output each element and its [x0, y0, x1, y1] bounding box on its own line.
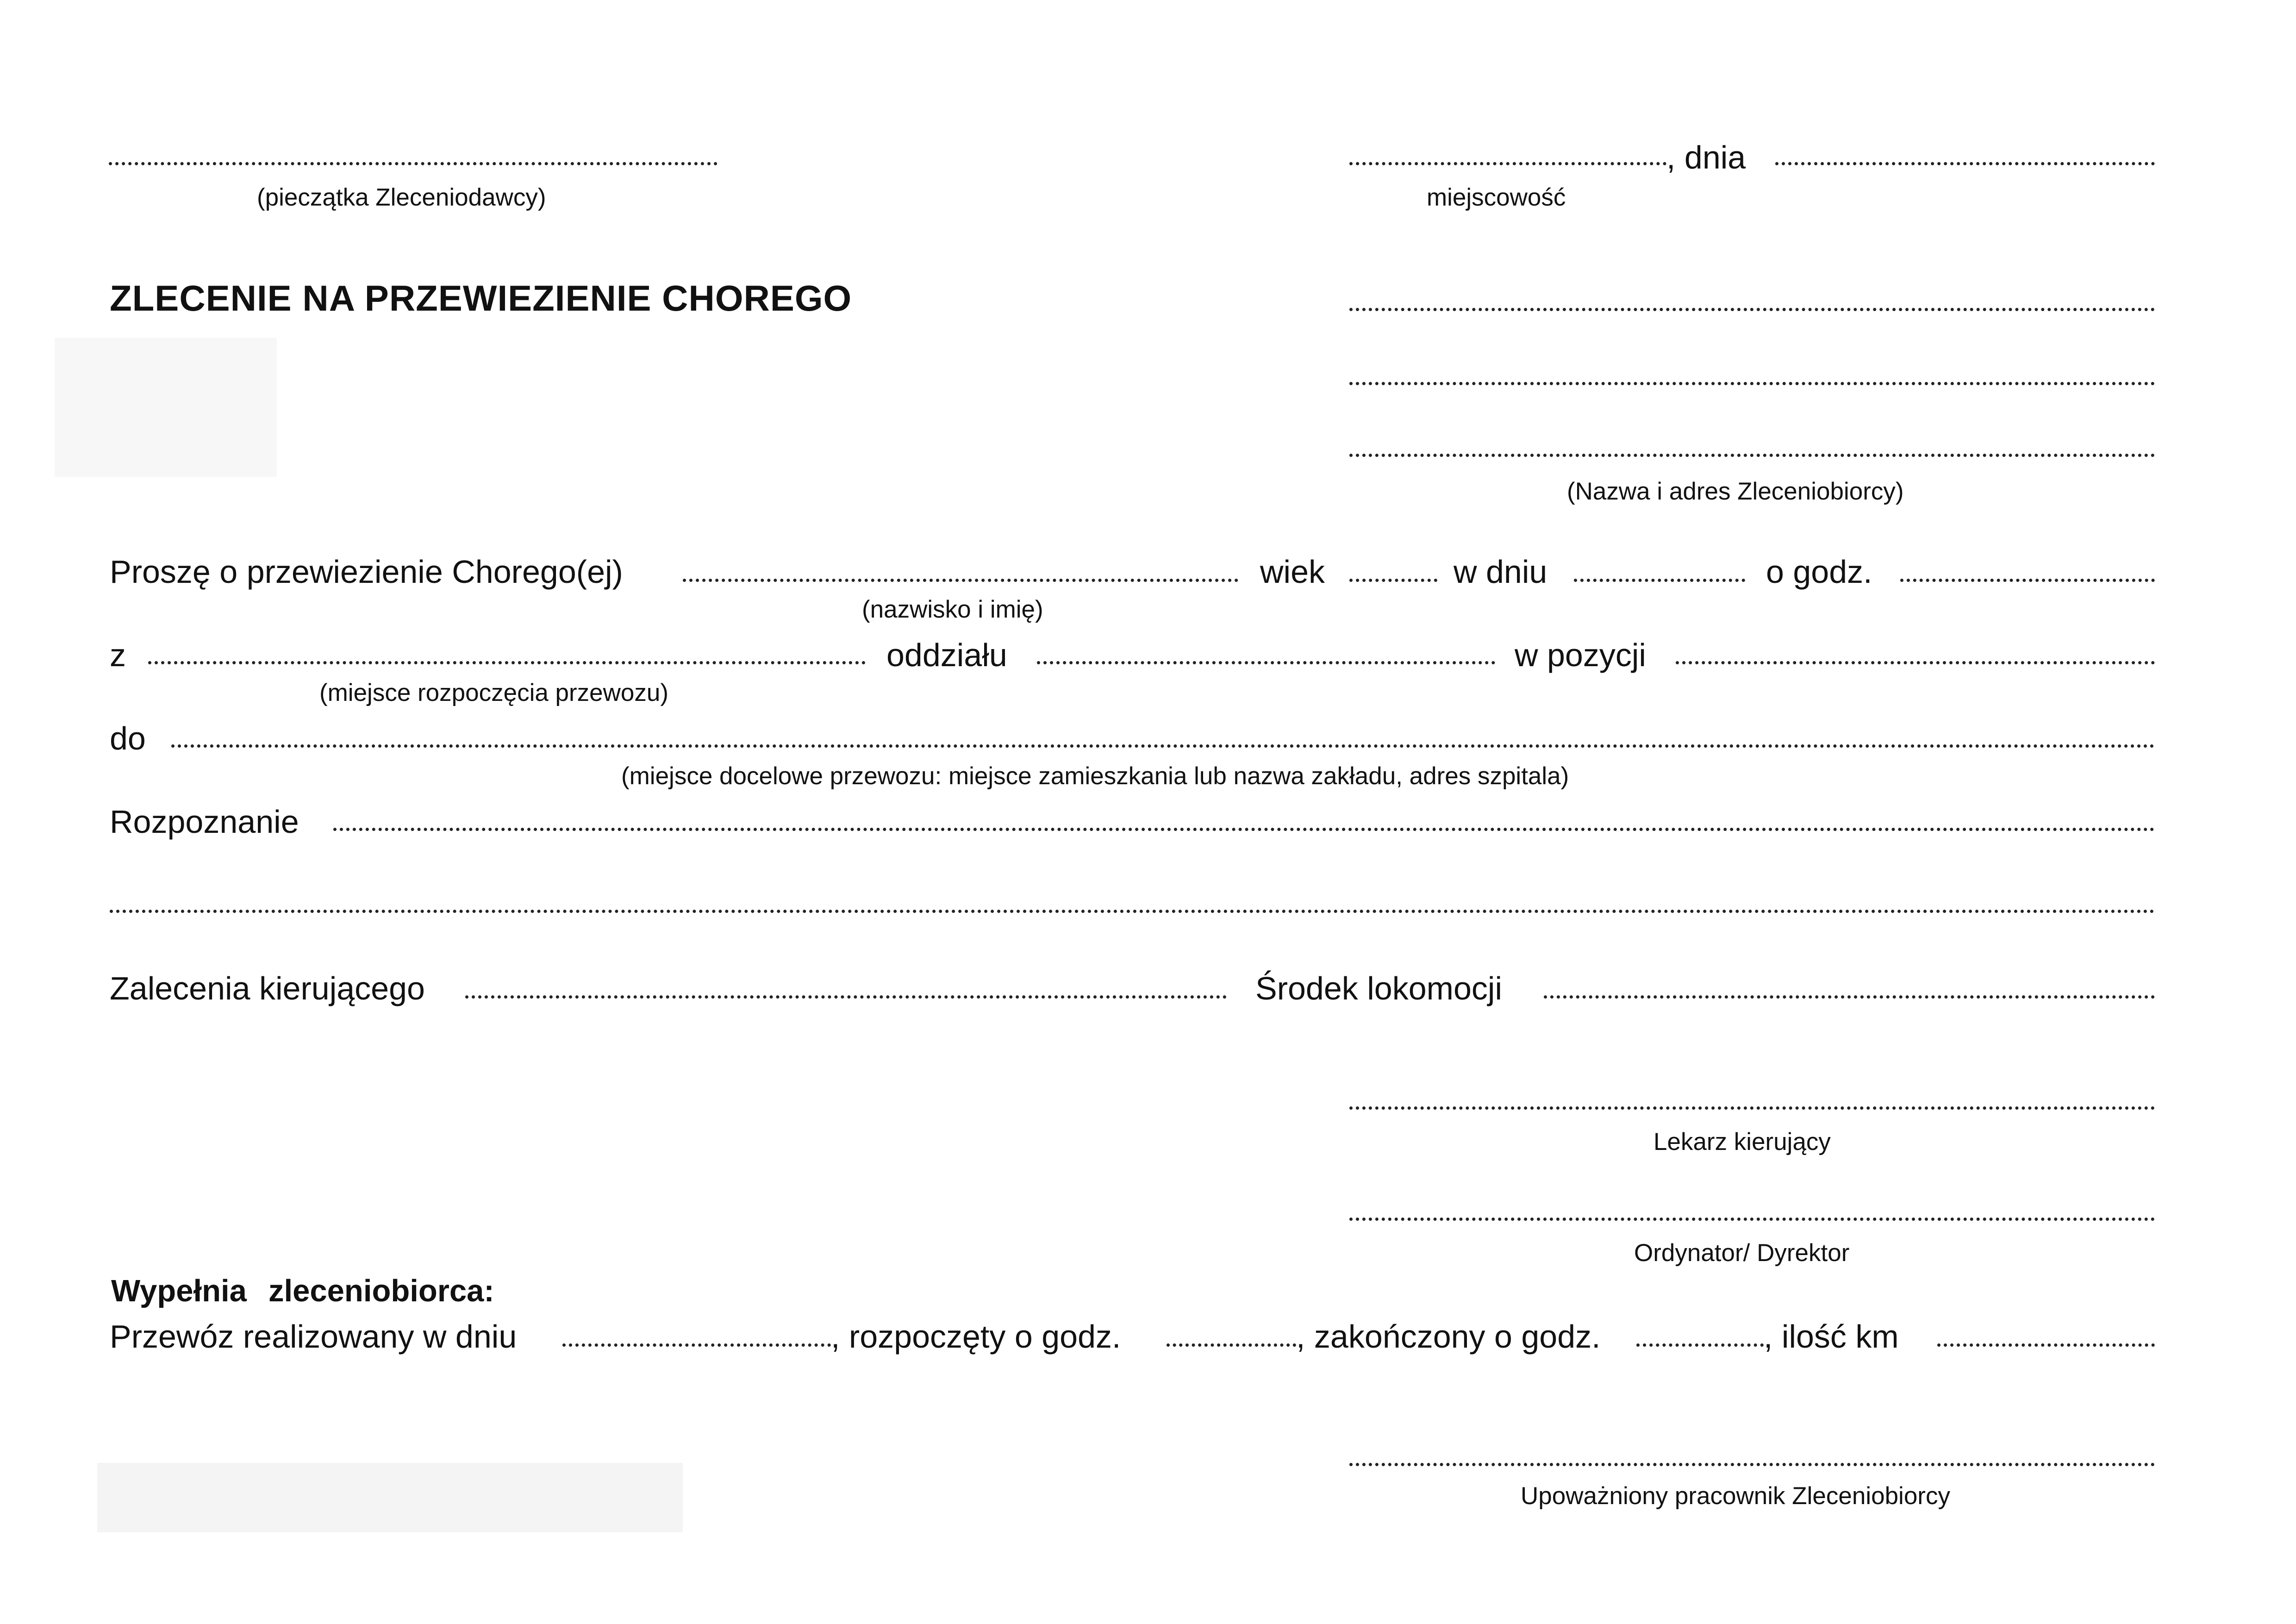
started-label: , rozpoczęty o godz. — [831, 1318, 1121, 1355]
destination-caption: (miejsce docelowe przewozu: miejsce zamieszkania lub nazwa zakładu, adres szpitala) — [621, 762, 1569, 790]
from-field[interactable] — [148, 661, 866, 664]
hour-label: o godz. — [1766, 554, 1872, 590]
carried-out-day-field[interactable] — [562, 1343, 831, 1347]
employee-caption: Upoważniony pracownik Zleceniobiorcy — [1521, 1482, 1950, 1510]
ward-label: oddziału — [886, 637, 1007, 673]
ended-label: , zakończony o godz. — [1296, 1318, 1601, 1355]
doctor-signature-field[interactable] — [1349, 1106, 2155, 1110]
km-label: , ilość km — [1764, 1318, 1899, 1355]
employee-signature-field[interactable] — [1349, 1463, 2155, 1466]
started-hour-field[interactable] — [1167, 1343, 1296, 1347]
date-field[interactable] — [1775, 162, 2155, 165]
dnia-label: , dnia — [1666, 139, 1746, 175]
day-field[interactable] — [1574, 579, 1745, 582]
age-label: wiek — [1260, 554, 1325, 590]
stamp-field[interactable] — [109, 162, 718, 165]
scan-shade — [55, 338, 277, 477]
stamp-caption: (pieczątka Zleceniodawcy) — [257, 184, 546, 211]
contractor-line-1[interactable] — [1349, 308, 2155, 311]
ended-hour-field[interactable] — [1636, 1343, 1764, 1347]
document-title: ZLECENIE NA PRZEWIEZIENIE CHOREGO — [110, 278, 852, 319]
recommendations-field[interactable] — [465, 995, 1227, 999]
request-label: Proszę o przewiezienie Chorego(ej) — [110, 554, 623, 590]
doctor-caption: Lekarz kierujący — [1653, 1128, 1831, 1156]
diagnosis-field[interactable] — [333, 828, 2155, 831]
from-label: z — [110, 637, 126, 673]
start-caption: (miejsce rozpoczęcia przewozu) — [319, 679, 669, 706]
diagnosis-label: Rozpoznanie — [110, 804, 299, 840]
hour-field[interactable] — [1900, 579, 2155, 582]
to-label: do — [110, 720, 146, 756]
position-label: w pozycji — [1515, 637, 1646, 673]
contractor-heading-part1: Wypełnia — [111, 1274, 247, 1308]
km-field[interactable] — [1937, 1343, 2155, 1347]
place-caption: miejscowość — [1427, 184, 1566, 211]
ward-field[interactable] — [1037, 661, 1495, 664]
patient-name-field[interactable] — [683, 579, 1238, 582]
contractor-line-3[interactable] — [1349, 454, 2155, 457]
scan-shade — [97, 1463, 683, 1532]
contractor-heading-part2: zleceniobiorca: — [268, 1274, 494, 1308]
recommendations-label: Zalecenia kierującego — [110, 970, 425, 1006]
contractor-caption: (Nazwa i adres Zleceniobiorcy) — [1567, 478, 1904, 505]
place-field[interactable] — [1349, 162, 1666, 165]
director-signature-field[interactable] — [1349, 1218, 2155, 1221]
age-field[interactable] — [1349, 579, 1437, 582]
destination-field[interactable] — [171, 744, 2155, 748]
director-caption: Ordynator/ Dyrektor — [1634, 1239, 1850, 1267]
position-field[interactable] — [1676, 661, 2155, 664]
name-caption: (nazwisko i imię) — [862, 596, 1043, 623]
diagnosis-field-2[interactable] — [110, 910, 2155, 913]
contractor-line-2[interactable] — [1349, 382, 2155, 385]
day-label: w dniu — [1454, 554, 1547, 590]
vehicle-field[interactable] — [1544, 995, 2155, 999]
vehicle-label: Środek lokomocji — [1255, 970, 1502, 1006]
carried-out-label: Przewóz realizowany w dniu — [110, 1318, 517, 1355]
